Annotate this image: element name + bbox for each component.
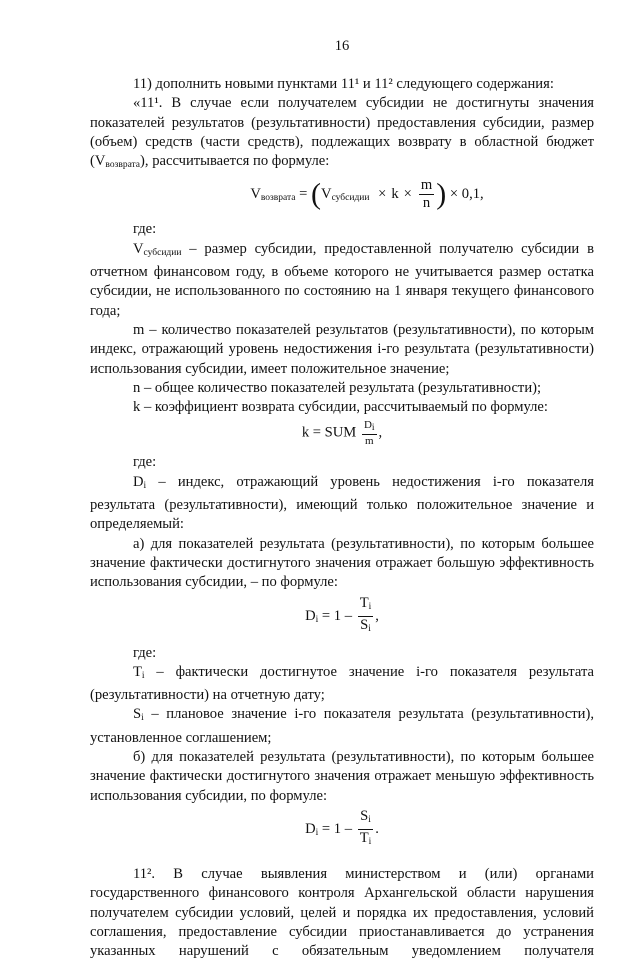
fraction-m-n: $\frac{m}{n}$ (420, 177, 433, 212)
formula-k: k = SUM $\frac{D_i}{m}$ , (301, 419, 383, 448)
clause-number: «11¹. (133, 95, 163, 112)
clause-number: 11². (133, 865, 156, 882)
paragraph-11-1: «11¹. В случае если получателем субсидии не достигнуты значения показателей результатов (результативности) предоставления субсидии, размер (объем) средств (части средств), подлежащих возврату в областной бюджет $(V_{возврата})$, рассчитывается по формуле: (90, 95, 594, 171)
where-label: где: (133, 454, 157, 471)
definition-s: $S_i$ – плановое значение i-го показателя результата (результативности), установленное соглашением; (90, 706, 594, 746)
page-number: 16 (334, 38, 350, 54)
where-label: где: (133, 644, 157, 661)
definition-m: m – количество показателей результатов (результативности), по которым индекс, отражающий уровень недостижения i-го результата (результативности) использования субсидии, имеет положительное значение; (90, 321, 594, 377)
paragraph-11-2: 11². В случае выявления министерством и (или) органами государственного финансового контроля Архангельской области нарушения получателем субсидии условий, целей и порядка их предоставления, условий соглашения, предоставление субсидии приостанавливается до устранения указанных нарушений с обязательным уведомлением получателя (90, 865, 594, 960)
formula-d-case-b: $D_i = 1$ – $\frac{S_i}{T_i}$ . (90, 808, 594, 851)
left-paren: ( (311, 177, 322, 211)
definition-t: $T_i$ – фактически достигнутое значение i-го показателя результата (результативности) на отчетную дату; (90, 663, 594, 704)
definition-n: n – общее количество показателей результата (результативности); (133, 379, 542, 396)
fraction-t-s: $\frac{T_i}{S_i}$ (359, 594, 372, 634)
case-a: а) для показателей результата (результативности), по которым большее значение фактически достигнутого значения отражает большую эффективность использования субсидии, – по формуле: (90, 535, 594, 591)
definition-d: $D_i$ – индекс, отражающий уровень недостижения i-го показателя результата (результативности), имеющий только положительное значение и определяемый: (90, 473, 594, 533)
paragraph-amendment: 11) дополнить новыми пунктами 11¹ и 11² следующего содержания: (133, 76, 554, 92)
formula-d-case-a: $D_i = 1$ – $\frac{T_i}{S_i}$ , (90, 595, 594, 638)
definition-v-subsidy: $V_{субсидии}$ – размер субсидии, предоставленной получателю субсидии в отчетном финансовом году, в объеме которого не учитывается размер остатка субсидии, не использованного по состоянию на 1 января текущего финансового года; (90, 240, 594, 319)
where-label: где: (133, 221, 157, 238)
formula-v-return: $V_{возврата} = (V_{субсидии} \times k$ × $\frac{m}{n}$ ) × 0,1, (250, 177, 484, 212)
definition-k: k – коэффициент возврата субсидии, рассчитываемый по формуле: (133, 399, 548, 416)
case-b: б) для показателей результата (результативности), по которым большее значение фактически достигнутого значения отражает меньшую эффективность использования субсидии, по формуле: (90, 749, 594, 804)
right-paren: ) (436, 177, 447, 211)
fraction-s-t: $\frac{S_i}{T_i}$ (359, 807, 372, 847)
fraction-d-m: $\frac{D_i}{m}$ (363, 419, 375, 448)
